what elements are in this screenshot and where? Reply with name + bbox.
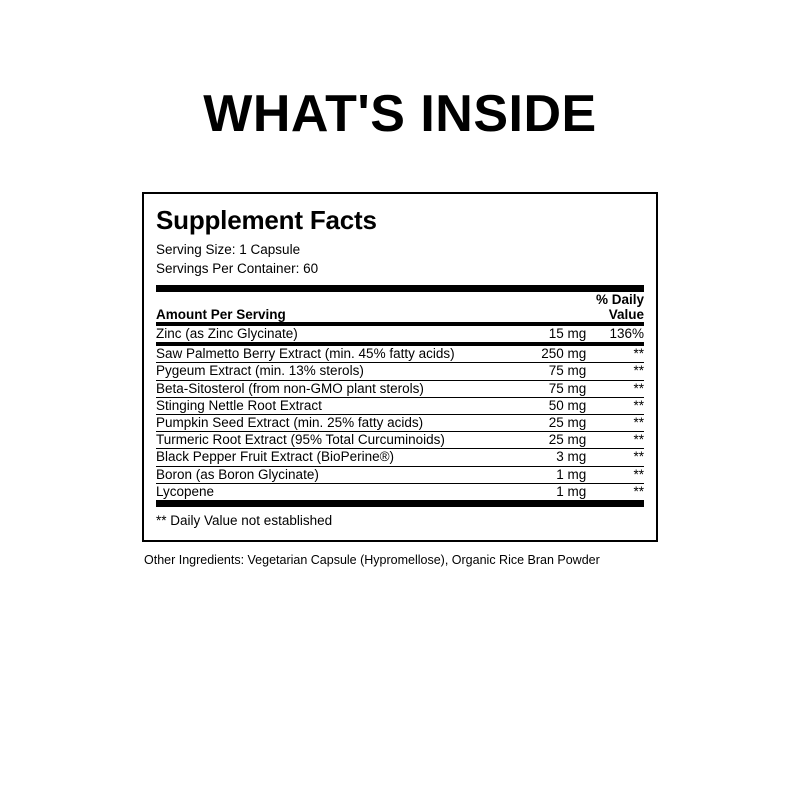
nutrient-name: Beta-Sitosterol (from non-GMO plant sterols) <box>156 380 424 396</box>
table-row <box>156 484 644 500</box>
table-row <box>156 415 644 431</box>
nutrient-dv: ** <box>633 363 644 379</box>
table-row <box>156 381 644 397</box>
table-row <box>156 398 644 414</box>
facts-rows-table <box>156 449 644 465</box>
facts-rows-table <box>156 346 644 362</box>
nutrient-name: Lycopene <box>156 483 215 499</box>
table-row <box>156 449 644 465</box>
nutrient-amount: 50 mg <box>548 397 587 413</box>
facts-table <box>156 292 644 322</box>
nutrient-name: Black Pepper Fruit Extract (BioPerine®) <box>156 449 395 465</box>
daily-value-header: % Daily Value <box>595 292 644 323</box>
facts-rows-table <box>156 484 644 500</box>
nutrient-name: Stinging Nettle Root Extract <box>156 397 322 413</box>
table-row <box>156 432 644 448</box>
nutrient-amount: 15 mg <box>548 326 587 342</box>
facts-rows-table <box>156 363 644 379</box>
nutrient-amount: 25 mg <box>548 432 587 448</box>
daily-value-footnote: ** Daily Value not established <box>156 512 333 528</box>
table-row <box>156 346 644 362</box>
facts-rows-table <box>156 398 644 414</box>
nutrient-dv: ** <box>633 466 644 482</box>
nutrient-dv: ** <box>633 346 644 362</box>
nutrient-dv: 136% <box>609 326 644 342</box>
servings-per-container: Servings Per Container: 60 <box>156 261 319 277</box>
nutrient-amount: 250 mg <box>541 346 587 362</box>
nutrient-dv: ** <box>633 397 644 413</box>
nutrient-dv: ** <box>633 414 644 430</box>
table-row <box>156 326 644 342</box>
panel-title: Supplement Facts <box>156 205 377 235</box>
nutrient-amount: 75 mg <box>548 380 587 396</box>
nutrient-name: Pumpkin Seed Extract (min. 25% fatty acids) <box>156 414 424 430</box>
serving-size: Serving Size: 1 Capsule <box>156 241 301 257</box>
page-title: WHAT'S INSIDE <box>203 85 597 143</box>
facts-rows-table <box>156 467 644 483</box>
nutrient-amount: 25 mg <box>548 414 587 430</box>
header-spacer <box>483 292 590 322</box>
nutrient-dv: ** <box>633 483 644 499</box>
other-ingredients: Other Ingredients: Vegetarian Capsule (Hypromellose), Organic Rice Bran Powder <box>144 552 600 567</box>
divider-thick-bottom <box>156 500 644 507</box>
nutrient-name: Turmeric Root Extract (95% Total Curcuminoids) <box>156 432 445 448</box>
nutrient-amount: 1 mg <box>556 466 587 482</box>
nutrient-amount: 75 mg <box>548 363 587 379</box>
nutrient-name: Boron (as Boron Glycinate) <box>156 466 319 482</box>
nutrient-dv: ** <box>633 449 644 465</box>
supplement-facts-panel <box>142 192 658 542</box>
nutrient-dv: ** <box>633 380 644 396</box>
nutrient-name: Zinc (as Zinc Glycinate) <box>156 326 298 342</box>
facts-rows-table <box>156 381 644 397</box>
nutrient-name: Saw Palmetto Berry Extract (min. 45% fatty acids) <box>156 346 455 362</box>
table-row <box>156 467 644 483</box>
nutrient-name: Pygeum Extract (min. 13% sterols) <box>156 363 364 379</box>
table-row <box>156 363 644 379</box>
facts-rows-table <box>156 415 644 431</box>
divider-thick-top <box>156 285 644 292</box>
amount-per-serving-header: Amount Per Serving <box>156 307 286 323</box>
nutrient-amount: 1 mg <box>556 483 587 499</box>
nutrient-amount: 3 mg <box>556 449 587 465</box>
facts-rows-table <box>156 432 644 448</box>
facts-row-zinc-table <box>156 326 644 342</box>
table-header-row <box>156 292 644 322</box>
nutrient-dv: ** <box>633 432 644 448</box>
